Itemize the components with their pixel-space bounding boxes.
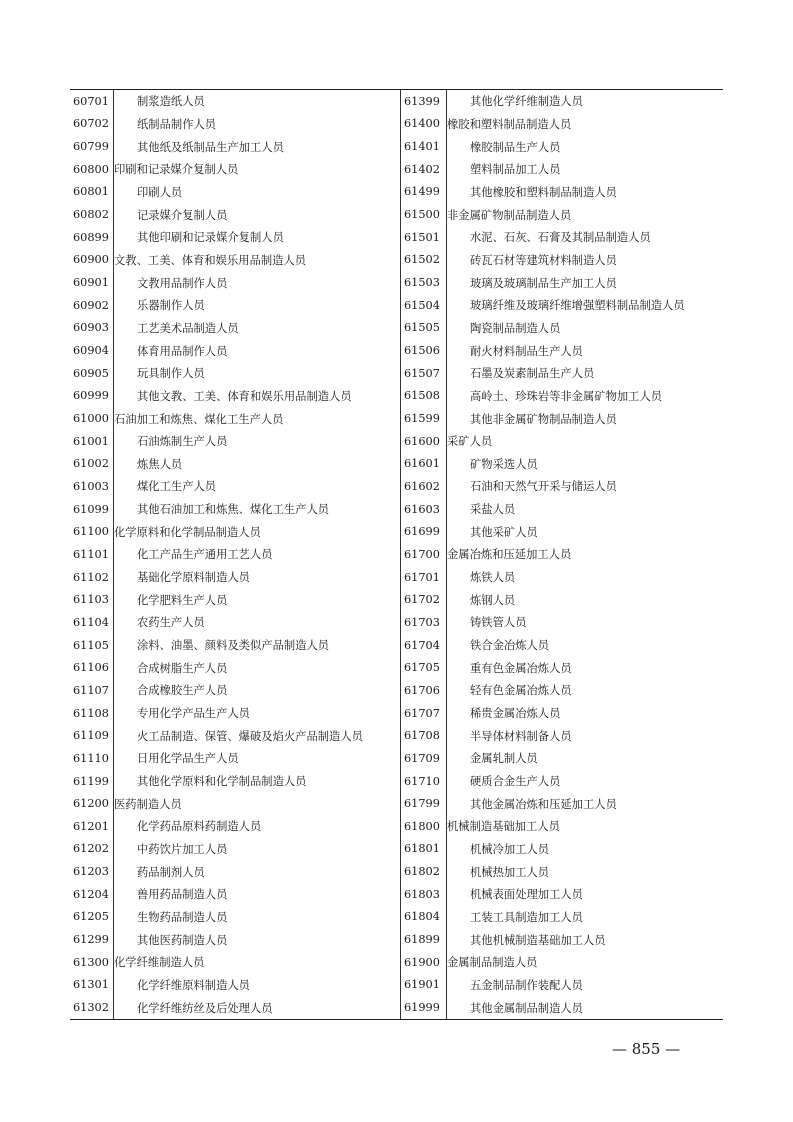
occupation-code: 61601	[404, 457, 440, 471]
occupation-code: 61708	[404, 729, 440, 743]
occupation-name: 中药饮片加工人员	[137, 842, 228, 856]
occupation-name: 乐器制作人员	[137, 299, 205, 313]
occupation-code: 61599	[404, 412, 440, 426]
occupation-name: 火工品制造、保管、爆破及焰火产品制造人员	[137, 729, 363, 743]
occupation-name: 印刷和记录媒介复制人员	[114, 163, 239, 177]
occupation-code-table	[70, 89, 723, 1020]
occupation-code: 61099	[73, 502, 109, 516]
occupation-code: 61199	[73, 774, 109, 788]
table-row	[70, 203, 723, 226]
table-row	[70, 747, 723, 770]
occupation-code: 61505	[404, 321, 440, 335]
table-row	[70, 724, 723, 747]
table-row	[70, 181, 723, 204]
occupation-code: 61799	[404, 797, 440, 811]
occupation-code: 61109	[73, 729, 109, 743]
occupation-code: 61802	[404, 865, 440, 879]
occupation-name: 日用化学品生产人员	[137, 752, 239, 766]
occupation-code: 61401	[404, 140, 440, 154]
table-row	[70, 634, 723, 657]
occupation-name: 采矿人员	[447, 435, 493, 449]
occupation-code: 61399	[404, 94, 440, 108]
occupation-code: 61106	[73, 661, 109, 675]
occupation-code: 61803	[404, 887, 440, 901]
occupation-name: 玻璃纤维及玻璃纤维增强塑料制品制造人员	[470, 299, 685, 313]
occupation-name: 矿物采选人员	[470, 457, 538, 471]
occupation-code: 61504	[404, 298, 440, 312]
table-row	[70, 883, 723, 906]
occupation-code: 61507	[404, 366, 440, 380]
occupation-name: 金属制品制造人员	[447, 956, 538, 970]
occupation-code: 61800	[404, 819, 440, 833]
occupation-code: 61710	[404, 774, 440, 788]
table-row	[70, 928, 723, 951]
table-row	[70, 611, 723, 634]
table-row	[70, 770, 723, 793]
occupation-code: 60901	[73, 276, 109, 290]
occupation-name: 稀贵金属冶炼人员	[470, 707, 561, 721]
occupation-code: 60802	[73, 208, 109, 222]
occupation-code: 61603	[404, 502, 440, 516]
occupation-name: 机械表面处理加工人员	[470, 888, 583, 902]
occupation-name: 石油炼制生产人员	[137, 435, 228, 449]
occupation-name: 其他采矿人员	[470, 525, 538, 539]
occupation-name: 工艺美术品制造人员	[137, 321, 239, 335]
occupation-code: 60799	[73, 140, 109, 154]
occupation-code: 61110	[73, 751, 109, 765]
occupation-name: 其他医药制造人员	[137, 933, 228, 947]
table-row	[70, 588, 723, 611]
table-row	[70, 996, 723, 1019]
occupation-name: 硬质合金生产人员	[470, 775, 561, 789]
occupation-code: 61200	[73, 797, 109, 811]
occupation-code: 61203	[73, 865, 109, 879]
occupation-name: 其他非金属矿物制品制造人员	[470, 412, 617, 426]
occupation-name: 制浆造纸人员	[137, 95, 205, 109]
occupation-name: 其他化学纤维制造人员	[470, 95, 583, 109]
occupation-code: 61709	[404, 751, 440, 765]
occupation-name: 其他化学原料和化学制品制造人员	[137, 775, 307, 789]
table-row	[70, 430, 723, 453]
occupation-name: 炼焦人员	[137, 457, 183, 471]
occupation-code: 60800	[73, 162, 109, 176]
occupation-name: 工装工具制造加工人员	[470, 910, 583, 924]
occupation-code: 60899	[73, 230, 109, 244]
occupation-code: 60999	[73, 389, 109, 403]
occupation-code: 61702	[404, 593, 440, 607]
occupation-code: 61202	[73, 842, 109, 856]
table-row	[70, 362, 723, 385]
occupation-name: 其他金属冶炼和压延加工人员	[470, 797, 617, 811]
table-row	[70, 543, 723, 566]
occupation-name: 铸铁管人员	[470, 616, 527, 630]
occupation-name: 石油加工和炼焦、煤化工生产人员	[114, 412, 284, 426]
table-row	[70, 113, 723, 136]
table-row	[70, 906, 723, 929]
occupation-name: 煤化工生产人员	[137, 480, 217, 494]
occupation-name: 石油和天然气开采与储运人员	[470, 480, 617, 494]
occupation-name: 机械冷加工人员	[470, 842, 550, 856]
occupation-code: 61700	[404, 547, 440, 561]
occupation-code: 61201	[73, 819, 109, 833]
table-row	[70, 226, 723, 249]
table-row	[70, 951, 723, 974]
occupation-code: 61704	[404, 638, 440, 652]
occupation-code: 61506	[404, 344, 440, 358]
occupation-name: 高岭土、珍珠岩等非金属矿物加工人员	[470, 389, 663, 403]
occupation-code: 61899	[404, 933, 440, 947]
table-row	[70, 407, 723, 430]
occupation-name: 其他文教、工美、体育和娱乐用品制造人员	[137, 389, 352, 403]
occupation-name: 橡胶和塑料制品制造人员	[447, 117, 572, 131]
occupation-code: 60904	[73, 344, 109, 358]
table-row	[70, 90, 723, 113]
occupation-name: 记录媒介复制人员	[137, 208, 228, 222]
occupation-name: 砖瓦石材等建筑材料制造人员	[470, 253, 617, 267]
occupation-name: 其他机械制造基础加工人员	[470, 933, 606, 947]
occupation-code: 61301	[73, 978, 109, 992]
occupation-code: 61402	[404, 162, 440, 176]
occupation-name: 玻璃及玻璃制品生产加工人员	[470, 276, 617, 290]
occupation-code: 61999	[404, 1001, 440, 1015]
occupation-name: 农药生产人员	[137, 616, 205, 630]
table-row	[70, 317, 723, 340]
occupation-code: 61103	[73, 593, 109, 607]
occupation-name: 化学肥料生产人员	[137, 593, 228, 607]
occupation-code: 61000	[73, 412, 109, 426]
occupation-name: 其他金属制品制造人员	[470, 1001, 583, 1015]
occupation-code: 61105	[73, 638, 109, 652]
column-divider	[113, 90, 114, 1019]
occupation-name: 体育用品制作人员	[137, 344, 228, 358]
occupation-code: 61299	[73, 933, 109, 947]
occupation-name: 炼铁人员	[470, 571, 516, 585]
occupation-name: 玩具制作人员	[137, 367, 205, 381]
occupation-code: 61500	[404, 208, 440, 222]
table-row	[70, 294, 723, 317]
occupation-name: 化学原料和化学制品制造人员	[114, 525, 261, 539]
occupation-code: 61503	[404, 276, 440, 290]
occupation-name: 专用化学产品生产人员	[137, 707, 250, 721]
occupation-name: 五金制品制作装配人员	[470, 978, 583, 992]
occupation-name: 机械制造基础加工人员	[447, 820, 560, 834]
occupation-code: 61300	[73, 955, 109, 969]
occupation-code: 61900	[404, 955, 440, 969]
occupation-code: 61101	[73, 547, 109, 561]
occupation-code: 61204	[73, 887, 109, 901]
occupation-code: 61707	[404, 706, 440, 720]
occupation-code: 61205	[73, 910, 109, 924]
occupation-name: 金属冶炼和压延加工人员	[447, 548, 572, 562]
table-row	[70, 792, 723, 815]
occupation-code: 61804	[404, 910, 440, 924]
occupation-code: 61001	[73, 434, 109, 448]
table-row	[70, 339, 723, 362]
occupation-code: 61705	[404, 661, 440, 675]
occupation-name: 其他纸及纸制品生产加工人员	[137, 140, 284, 154]
occupation-code: 61901	[404, 978, 440, 992]
page-number: — 855 —	[612, 1040, 681, 1058]
occupation-name: 药品制剂人员	[137, 865, 205, 879]
occupation-code: 61003	[73, 479, 109, 493]
occupation-code: 61502	[404, 253, 440, 267]
occupation-name: 化学纤维原料制造人员	[137, 978, 250, 992]
occupation-name: 非金属矿物制品制造人员	[447, 208, 572, 222]
table-row	[70, 453, 723, 476]
table-row	[70, 838, 723, 861]
occupation-code: 61508	[404, 389, 440, 403]
occupation-name: 化学纤维纺丝及后处理人员	[137, 1001, 273, 1015]
table-row	[70, 385, 723, 408]
table-row	[70, 679, 723, 702]
table-row	[70, 249, 723, 272]
occupation-code: 61100	[73, 525, 109, 539]
occupation-name: 半导体材料制备人员	[470, 729, 572, 743]
occupation-code: 60900	[73, 253, 109, 267]
occupation-code: 61699	[404, 525, 440, 539]
occupation-name: 生物药品制造人员	[137, 910, 228, 924]
occupation-name: 兽用药品制造人员	[137, 888, 228, 902]
occupation-name: 医药制造人员	[114, 797, 182, 811]
occupation-name: 基础化学原料制造人员	[137, 571, 250, 585]
occupation-name: 合成树脂生产人员	[137, 661, 228, 675]
occupation-name: 其他橡胶和塑料制品制造人员	[470, 185, 617, 199]
occupation-code: 61499	[404, 185, 440, 199]
occupation-name: 其他印刷和记录媒介复制人员	[137, 231, 284, 245]
occupation-name: 文教、工美、体育和娱乐用品制造人员	[114, 253, 307, 267]
table-row	[70, 158, 723, 181]
occupation-code: 61104	[73, 615, 109, 629]
occupation-name: 炼钢人员	[470, 593, 516, 607]
table-row	[70, 702, 723, 725]
occupation-name: 纸制品制作人员	[137, 117, 217, 131]
occupation-code: 61703	[404, 615, 440, 629]
occupation-name: 重有色金属冶炼人员	[470, 661, 572, 675]
occupation-name: 合成橡胶生产人员	[137, 684, 228, 698]
table-row	[70, 475, 723, 498]
occupation-code: 61400	[404, 117, 440, 131]
occupation-name: 耐火材料制品生产人员	[470, 344, 583, 358]
occupation-code: 61706	[404, 683, 440, 697]
table-row	[70, 135, 723, 158]
occupation-name: 橡胶制品生产人员	[470, 140, 561, 154]
table-row	[70, 520, 723, 543]
table-row	[70, 271, 723, 294]
occupation-name: 其他石油加工和炼焦、煤化工生产人员	[137, 503, 330, 517]
occupation-code: 60702	[73, 117, 109, 131]
occupation-code: 61302	[73, 1001, 109, 1015]
occupation-code: 60902	[73, 298, 109, 312]
occupation-code: 60801	[73, 185, 109, 199]
occupation-name: 涂料、油墨、颜料及类似产品制造人员	[137, 639, 330, 653]
occupation-code: 61102	[73, 570, 109, 584]
occupation-code: 61107	[73, 683, 109, 697]
occupation-name: 化工产品生产通用工艺人员	[137, 548, 273, 562]
occupation-code: 60905	[73, 366, 109, 380]
occupation-code: 60701	[73, 94, 109, 108]
occupation-name: 陶瓷制品制造人员	[470, 321, 561, 335]
occupation-name: 水泥、石灰、石膏及其制品制造人员	[470, 231, 651, 245]
occupation-name: 铁合金冶炼人员	[470, 639, 550, 653]
table-row	[70, 498, 723, 521]
occupation-name: 化学药品原料药制造人员	[137, 820, 262, 834]
occupation-code: 61501	[404, 230, 440, 244]
occupation-name: 文教用品制作人员	[137, 276, 228, 290]
table-row	[70, 974, 723, 997]
occupation-code: 61801	[404, 842, 440, 856]
table-row	[70, 566, 723, 589]
occupation-code: 61602	[404, 479, 440, 493]
occupation-name: 化学纤维制造人员	[114, 956, 205, 970]
occupation-code: 61600	[404, 434, 440, 448]
occupation-code: 61002	[73, 457, 109, 471]
column-divider	[446, 90, 447, 1019]
column-divider	[400, 90, 401, 1019]
occupation-name: 金属轧制人员	[470, 752, 538, 766]
occupation-name: 印刷人员	[137, 185, 183, 199]
occupation-code: 60903	[73, 321, 109, 335]
table-row	[70, 815, 723, 838]
occupation-name: 机械热加工人员	[470, 865, 550, 879]
table-row	[70, 656, 723, 679]
occupation-name: 轻有色金属冶炼人员	[470, 684, 572, 698]
occupation-name: 塑料制品加工人员	[470, 163, 561, 177]
table-row	[70, 860, 723, 883]
occupation-name: 采盐人员	[470, 503, 516, 517]
occupation-code: 61701	[404, 570, 440, 584]
occupation-code: 61108	[73, 706, 109, 720]
occupation-name: 石墨及炭素制品生产人员	[470, 367, 595, 381]
